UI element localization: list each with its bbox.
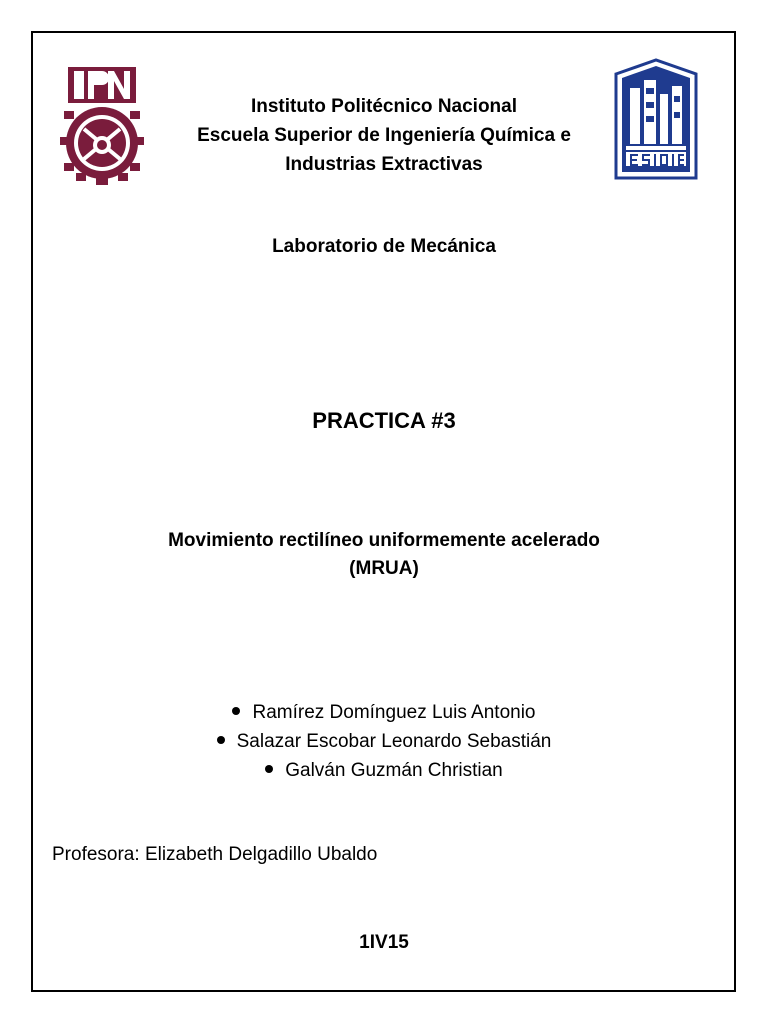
ipn-logo [58,63,146,193]
teacher-name: Elizabeth Delgadillo Ubaldo [144,844,378,865]
student-list [160,698,608,785]
topic-line-1: Movimiento rectilíneo uniformemente acelerado [168,530,600,551]
teacher-line [52,844,377,866]
institution-line-3: Industrias Extractivas [285,154,483,175]
teacher-label: Profesora: [52,844,140,865]
list-item [160,727,608,756]
student-name: Salazar Escobar Leonardo Sebastián [236,731,552,752]
topic-title [100,527,668,583]
student-name: Ramírez Domínguez Luis Antonio [252,702,536,723]
institution-title [170,92,598,179]
student-name: Galván Guzmán Christian [285,760,503,781]
topic-line-2: (MRUA) [349,558,419,579]
esiqie-logo [612,58,700,182]
bullet-icon [217,736,225,744]
bullet-icon [232,707,240,715]
list-item [160,756,608,785]
list-item [160,698,608,727]
practice-title: PRACTICA #3 [312,408,456,433]
institution-line-1: Instituto Politécnico Nacional [250,96,518,117]
lab-name: Laboratorio de Mecánica [272,236,496,257]
group-code: 1IV15 [359,932,409,953]
bullet-icon [265,765,273,773]
institution-line-2: Escuela Superior de Ingeniería Química e [197,125,571,146]
